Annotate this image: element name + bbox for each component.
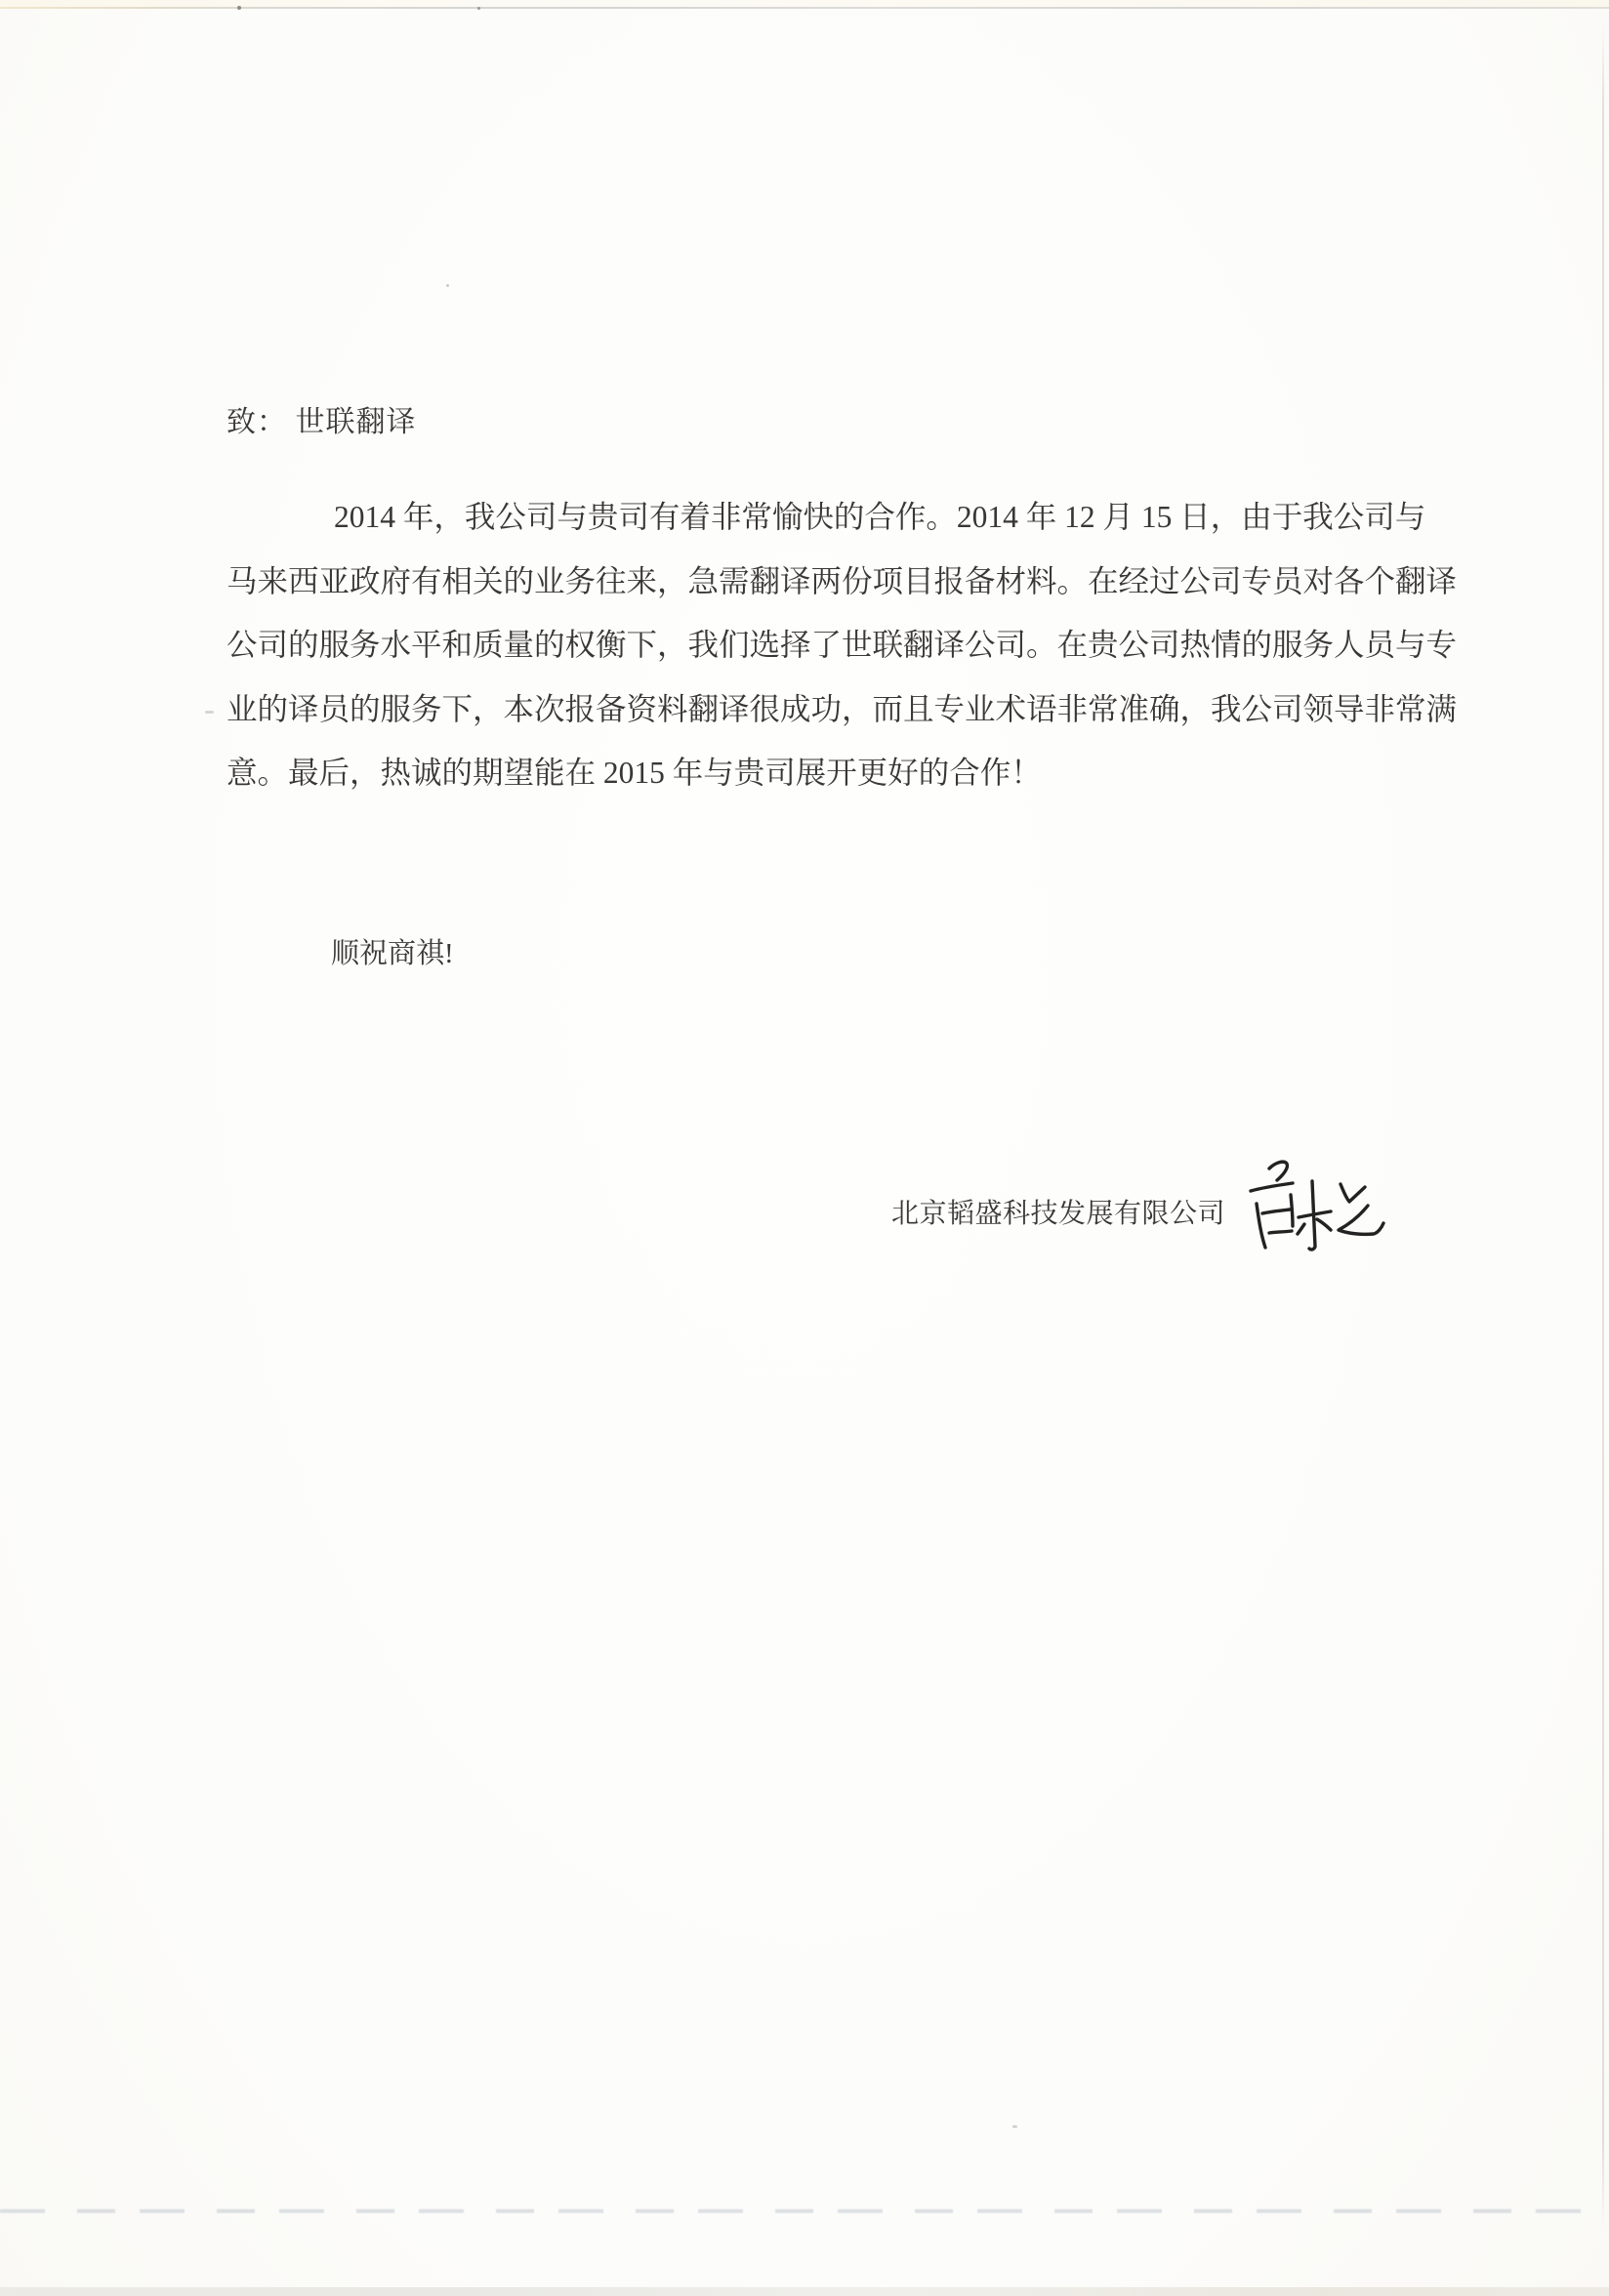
body-line-1: 2014 年，我公司与贵司有着非常愉快的合作。2014 年 12 月 15 日，由于我公司与: [334, 500, 1426, 534]
body-line-2: 马来西亚政府有相关的业务往来，急需翻译两份项目报备材料。在经过公司专员对各个翻译: [227, 563, 1458, 598]
recipient-line: 致： 世联翻译: [227, 406, 417, 438]
body-line-4: 业的译员的服务下，本次报备资料翻译很成功，而且专业术语非常准确，我公司领导非常满: [227, 691, 1458, 726]
scan-artifact-top-tint: [0, 0, 1609, 7]
scan-speck: [205, 711, 214, 714]
handwritten-signature: [1240, 1155, 1398, 1264]
letter-body: [227, 485, 1458, 805]
scan-artifact-right-edge: [1602, 21, 1604, 2230]
scan-artifact-top-line: [0, 7, 1609, 9]
closing-salutation: 顺祝商祺!: [331, 938, 454, 969]
signature-company-name: 北京韬盛科技发展有限公司: [891, 1199, 1226, 1229]
scan-speck: [1012, 2125, 1017, 2128]
scan-artifact-bottom-edge: [0, 2287, 1609, 2296]
body-line-3: 公司的服务水平和质量的权衡下，我们选择了世联翻译公司。在贵公司热情的服务人员与专: [227, 628, 1458, 662]
scan-speck: [237, 6, 241, 10]
scan-speck: [446, 284, 449, 287]
scan-artifact-bottom-dashes: [0, 2209, 1609, 2213]
body-line-5: 意。最后，热诚的期望能在 2015 年与贵司展开更好的合作！: [227, 756, 1042, 790]
scan-speck: [477, 7, 480, 10]
